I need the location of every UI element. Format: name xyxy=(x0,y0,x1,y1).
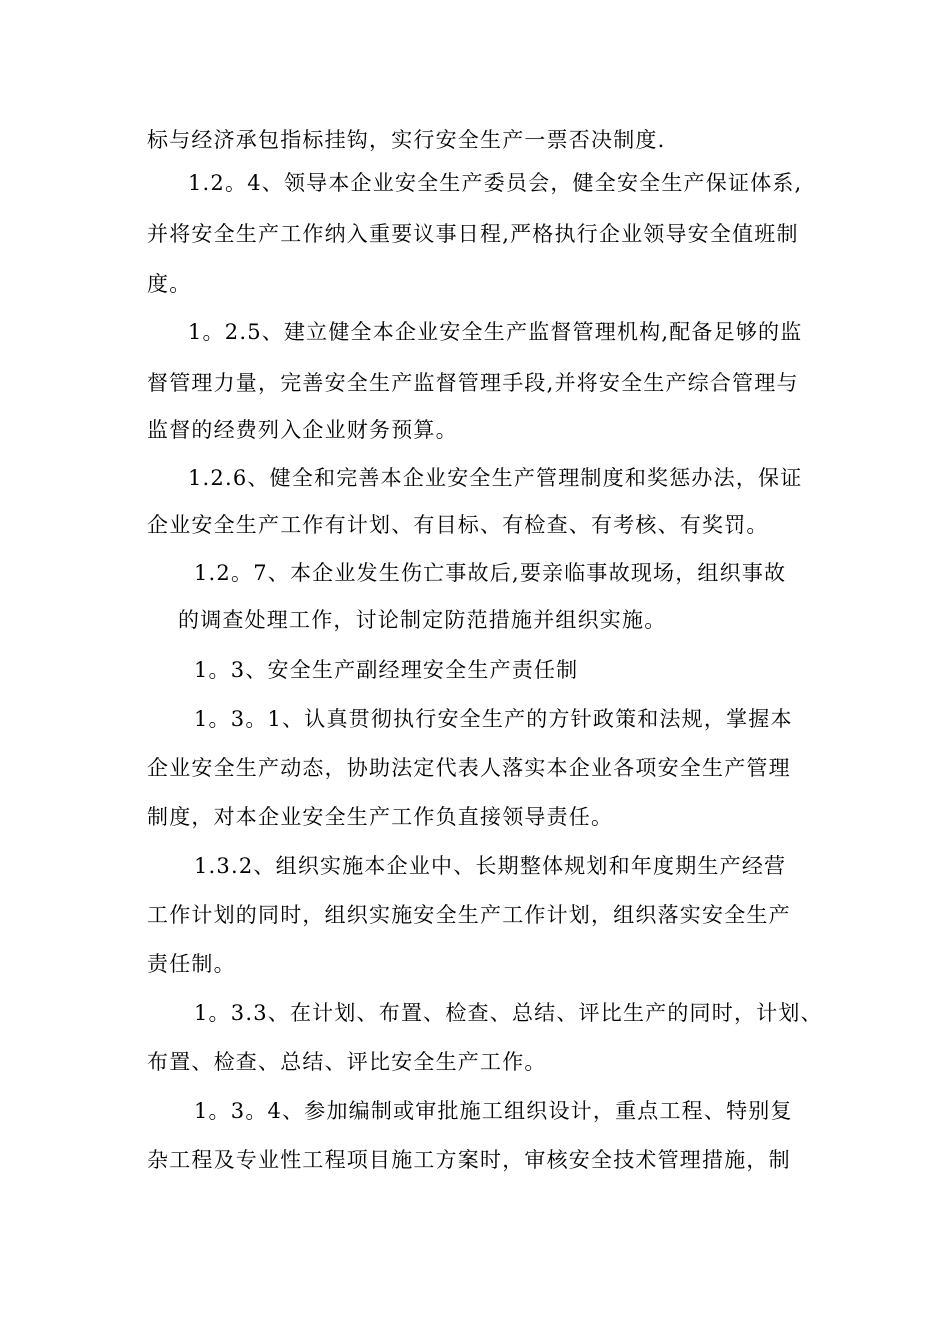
text-line: 杂工程及专业性工程项目施工方案时，审核安全技术管理措施，制 xyxy=(147,1148,791,1172)
text-line: 1。3。1、认真贯彻执行安全生产的方针政策和法规，掌握本 xyxy=(194,707,793,731)
text-line: 制度，对本企业安全生产工作负直接领导责任。 xyxy=(147,805,614,829)
text-line: 企业安全生产工作有计划、有目标、有检查、有考核、有奖罚。 xyxy=(147,513,769,537)
text-line: 1.2.6、健全和完善本企业安全生产管理制度和奖惩办法，保证 xyxy=(188,466,803,490)
text-line: 标与经济承包指标挂钩，实行安全生产一票否决制度. xyxy=(147,128,666,152)
text-line: 工作计划的同时，组织实施安全生产工作计划，组织落实安全生产 xyxy=(147,903,791,927)
text-line: 1。2.5、建立健全本企业安全生产监督管理机构,配备足够的监 xyxy=(188,320,803,344)
text-line: 1.3.2、组织实施本企业中、长期整体规划和年度期生产经营 xyxy=(194,854,787,878)
text-line: 的调查处理工作，讨论制定防范措施并组织实施。 xyxy=(178,608,667,632)
text-line: 1。3.3、在计划、布置、检查、总结、评比生产的同时，计划、 xyxy=(194,1001,823,1025)
text-line: 并将安全生产工作纳入重要议事日程,严格执行企业领导安全值班制 xyxy=(147,222,799,246)
section-heading: 1。3、安全生产副经理安全生产责任制 xyxy=(194,658,579,682)
text-line: 1。3。4、参加编制或审批施工组织设计，重点工程、特别复 xyxy=(194,1099,793,1123)
text-line: 布置、检查、总结、评比安全生产工作。 xyxy=(147,1050,547,1074)
text-line: 度。 xyxy=(147,272,192,296)
text-line: 责任制。 xyxy=(147,952,236,976)
text-line: 企业安全生产动态，协助法定代表人落实本企业各项安全生产管理 xyxy=(147,756,791,780)
text-line: 1.2。7、本企业发生伤亡事故后,要亲临事故现场，组织事故 xyxy=(194,561,787,585)
text-line: 监督的经费列入企业财务预算。 xyxy=(147,418,458,442)
text-line: 1.2。4、领导本企业安全生产委员会，健全安全生产保证体系, xyxy=(188,171,803,195)
text-line: 督管理力量，完善安全生产监督管理手段,并将安全生产综合管理与 xyxy=(147,371,799,395)
